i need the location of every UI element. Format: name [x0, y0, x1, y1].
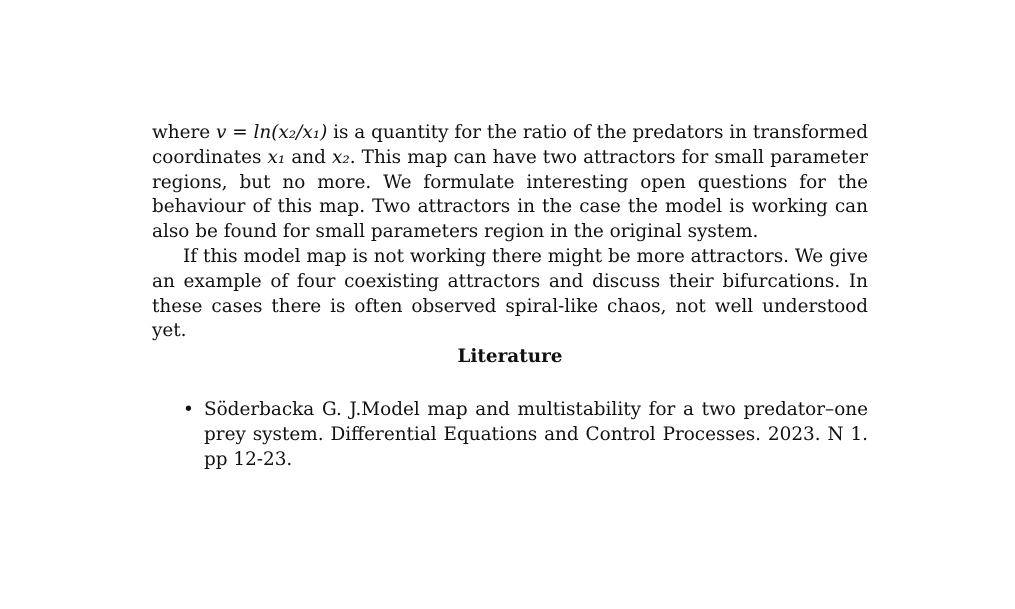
- literature-heading: Literature: [457, 346, 563, 367]
- math-x1: x₁: [267, 146, 286, 168]
- p1-text-b: . This map can have two attractors for small parameter regions, but no more. We formulate interesting open questions for the behaviour of this map. Two attractors in the case the model is working can also be found for small parameters region in the original system.: [152, 146, 868, 243]
- p1-and: and: [285, 146, 332, 168]
- reference-list: [152, 398, 868, 472]
- bullet-icon: •: [183, 399, 194, 420]
- paragraph-1: [152, 121, 868, 245]
- reference-text: Söderbacka G. J.Model map and multistability for a two predator–one prey system. Differential Equations and Control Processes. 2023. N 1. pp 12-23.: [204, 399, 868, 470]
- math-v-definition: v = ln(x₂/x₁): [216, 122, 328, 143]
- p1-prefix: where: [152, 122, 216, 143]
- body-text: [152, 121, 868, 344]
- math-x2: x₂: [332, 146, 350, 168]
- paragraph-2: If this model map is not working there might be more attractors. We give an example of four coexisting attractors and discuss their bifurcations. In these cases there is often observed spiral-like chaos, not well understood yet.: [152, 245, 868, 342]
- reference-item: [152, 398, 868, 472]
- p1-text-a: is a quantity for the ratio of the predators in transformed coordinates: [152, 122, 869, 168]
